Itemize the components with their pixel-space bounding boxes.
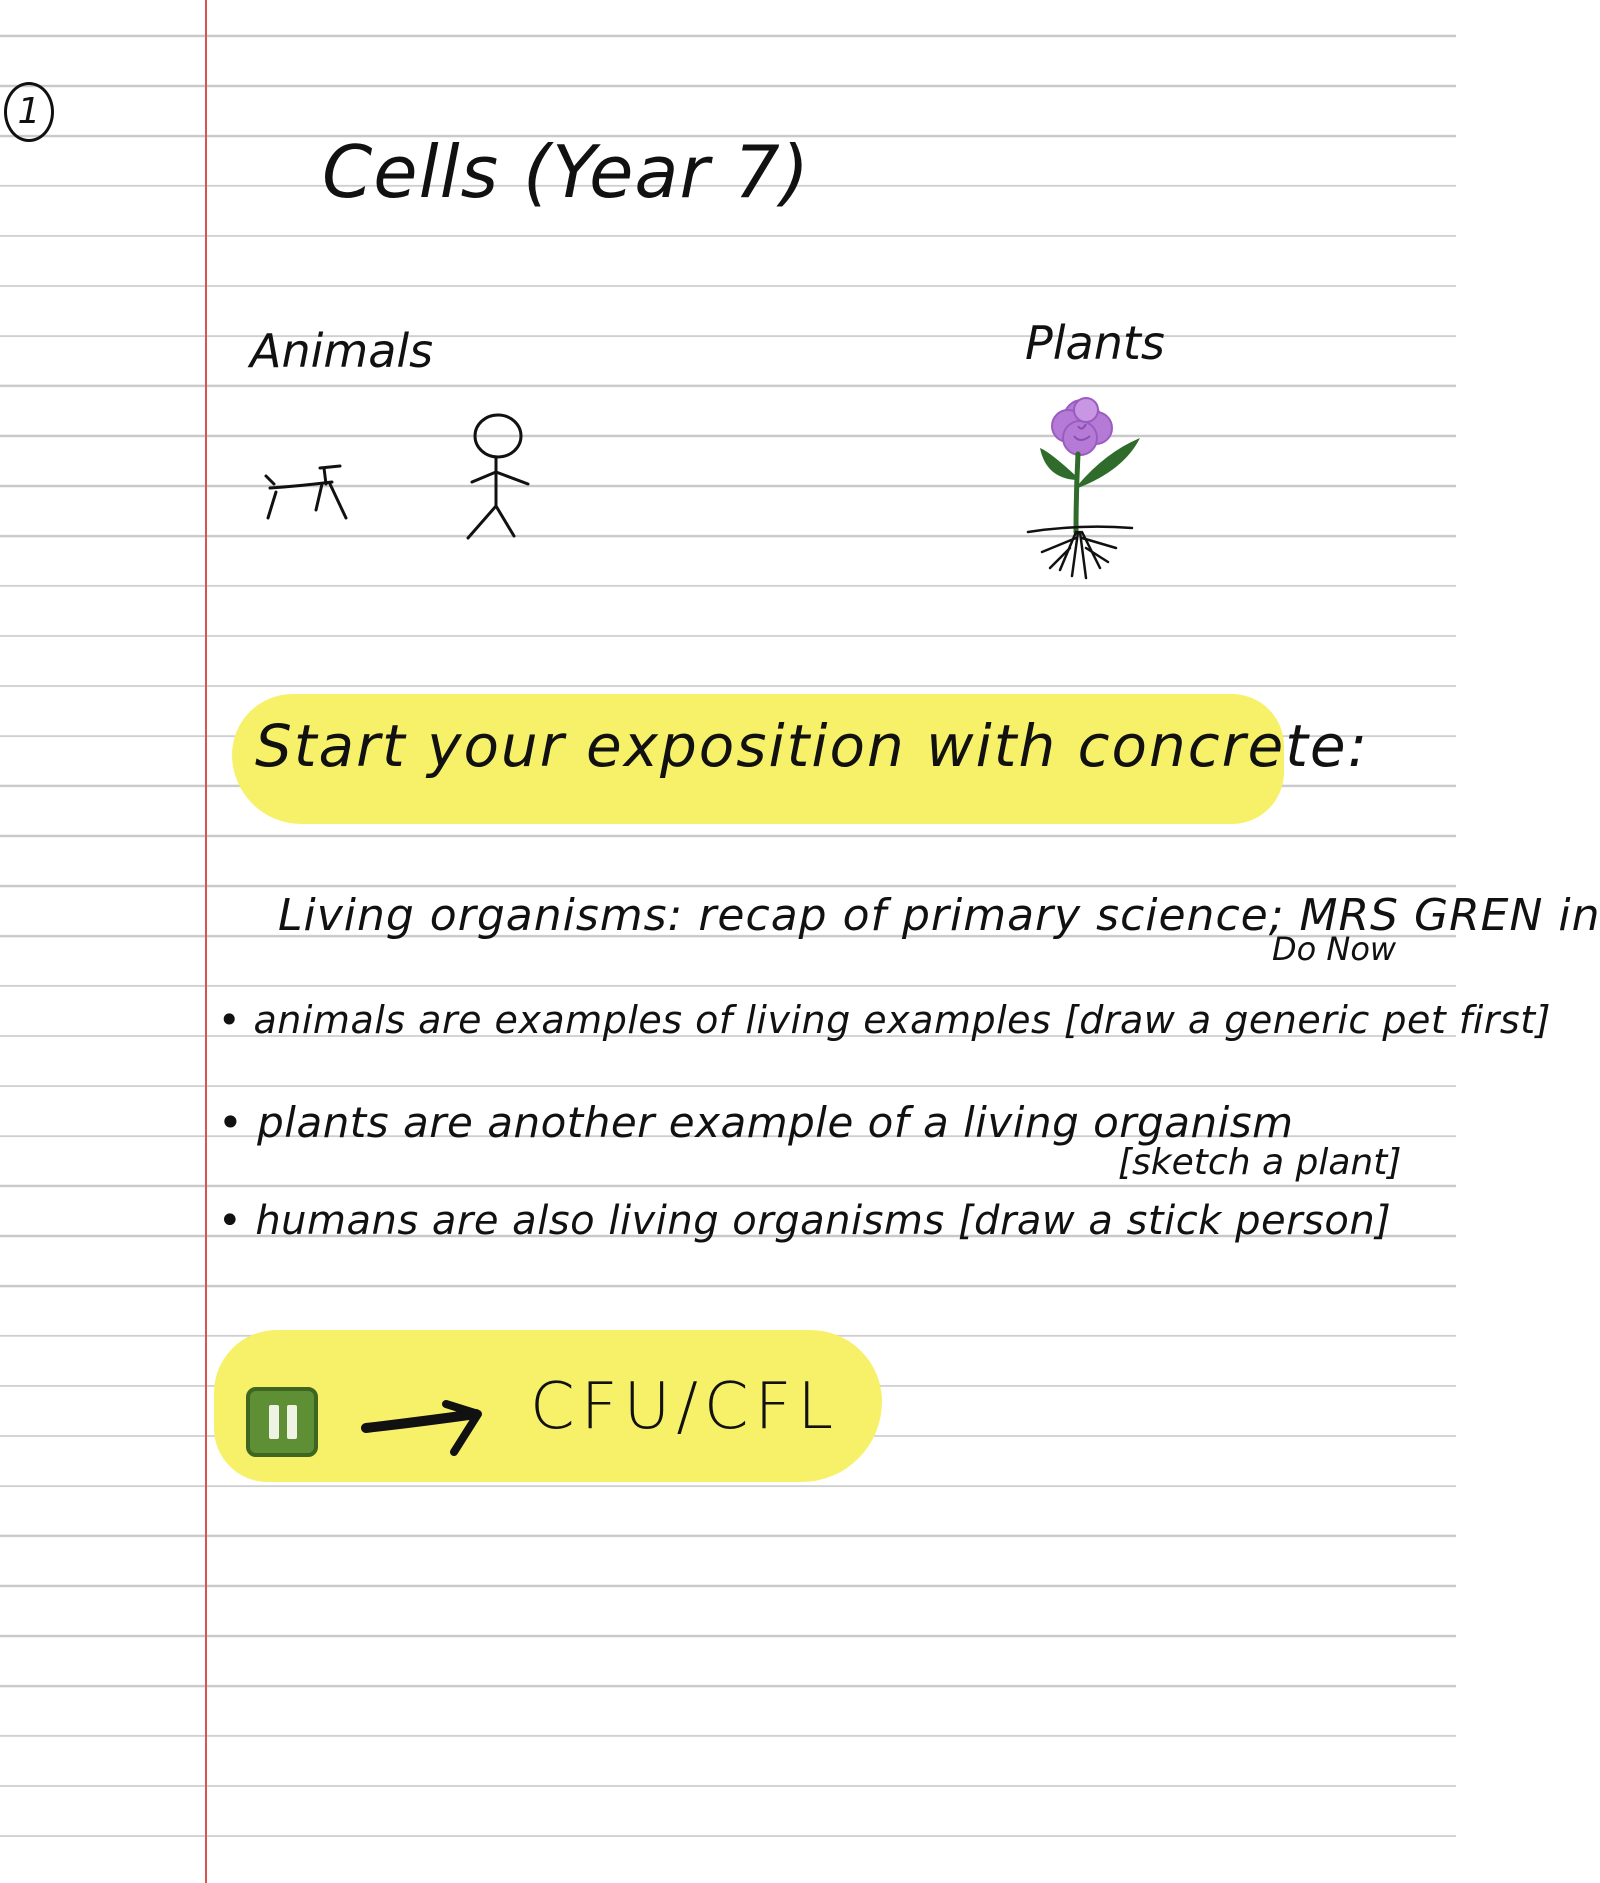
pause-icon [246, 1387, 318, 1457]
bullet-item: • animals are examples of living examples [draw a generic pet first] [218, 998, 1551, 1042]
bullet-note: [sketch a plant] [1118, 1142, 1402, 1183]
cfu-cfl-label: CFU/CFL [530, 1370, 840, 1444]
plants-heading: Plants [1025, 316, 1165, 370]
highlighted-heading: Start your exposition with concrete: [255, 712, 1370, 780]
dog-sketch-icon [260, 448, 360, 528]
do-now-note: Do Now [1272, 930, 1397, 968]
bullet-text: plants are another example of a living organism [257, 1098, 1294, 1147]
bullet-text: animals are examples of living examples [draw a generic pet first] [253, 998, 1551, 1042]
page-title: Cells (Year 7) [322, 130, 810, 214]
bullet-text: humans are also living organisms [draw a stick person] [255, 1198, 1392, 1244]
bullet-item: • plants are another example of a living organism [218, 1098, 1294, 1147]
stick-person-icon [460, 410, 540, 545]
animals-heading: Animals [250, 324, 434, 378]
margin-line [205, 0, 207, 1883]
page-number: 1 [4, 82, 54, 142]
bullet-item: • humans are also living organisms [draw a stick person] [218, 1198, 1392, 1244]
pause-bar [287, 1405, 297, 1439]
flower-sketch-icon [1020, 392, 1150, 592]
arrow-right-icon [358, 1396, 492, 1458]
pause-bar [269, 1405, 279, 1439]
living-organisms-line: Living organisms: recap of primary science; MRS GREN in [278, 890, 1600, 941]
